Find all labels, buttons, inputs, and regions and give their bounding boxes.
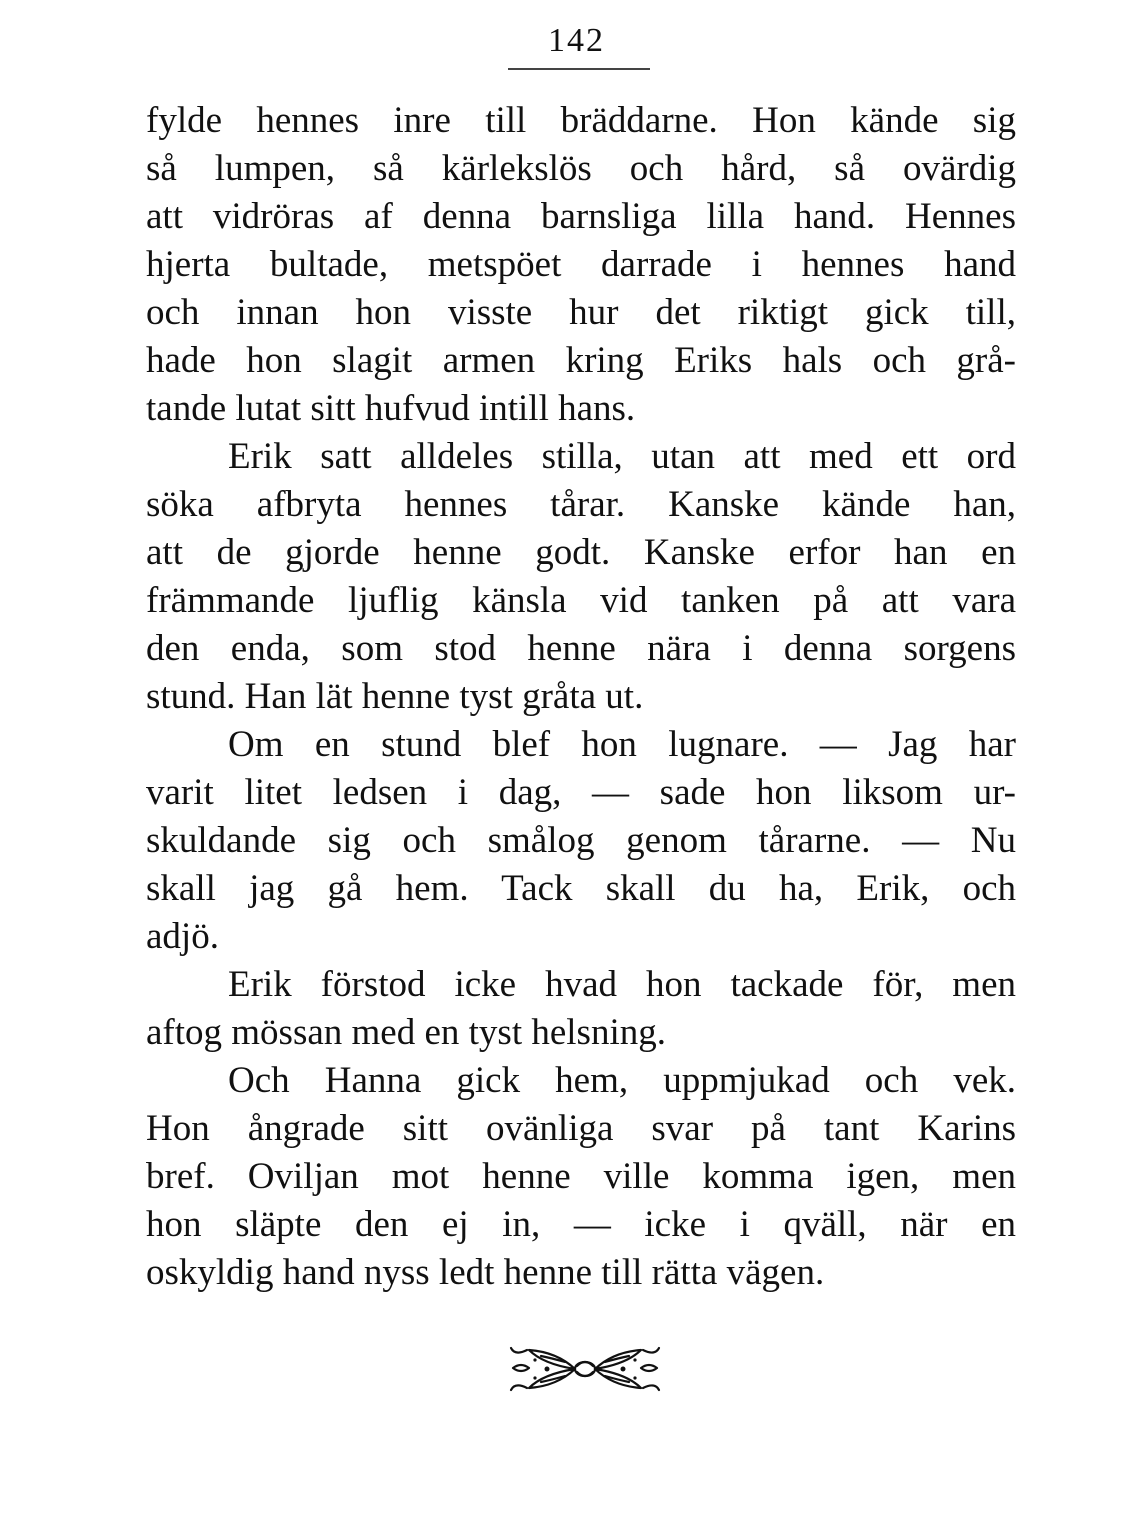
- text-line: så lumpen, så kärlekslös och hård, så ovärdig: [146, 148, 1016, 189]
- page-number: 142: [548, 22, 605, 59]
- text-line: och innan hon visste hur det riktigt gick till,: [146, 292, 1016, 333]
- text-line: adjö.: [146, 916, 219, 957]
- header-rule: [508, 68, 650, 70]
- text-line: söka afbryta hennes tårar. Kanske kände han,: [146, 484, 1016, 525]
- text-line: främmande ljuflig känsla vid tanken på att vara: [146, 580, 1016, 621]
- text-line: Och Hanna gick hem, uppmjukad och vek.: [228, 1060, 1016, 1101]
- text-line: den enda, som stod henne nära i denna sorgens: [146, 628, 1016, 669]
- text-line: att de gjorde henne godt. Kanske erfor han en: [146, 532, 1016, 573]
- text-line: stund. Han lät henne tyst gråta ut.: [146, 676, 644, 717]
- floral-vignette-icon: [507, 1338, 663, 1400]
- text-line: bref. Oviljan mot henne ville komma igen, men: [146, 1156, 1016, 1197]
- text-line: tande lutat sitt hufvud intill hans.: [146, 388, 636, 429]
- text-line: Erik satt alldeles stilla, utan att med ett ord: [228, 436, 1016, 477]
- text-line: skall jag gå hem. Tack skall du ha, Erik, och: [146, 868, 1016, 909]
- text-line: Hon ångrade sitt ovänliga svar på tant Karins: [146, 1108, 1016, 1149]
- body-text: [146, 97, 1016, 1297]
- text-line: att vidröras af denna barnsliga lilla hand. Hennes: [146, 196, 1016, 237]
- text-line: hade hon slagit armen kring Eriks hals och grå-: [146, 340, 1016, 381]
- text-line: oskyldig hand nyss ledt henne till rätta vägen.: [146, 1252, 825, 1293]
- text-line: hon släpte den ej in, — icke i qväll, när en: [146, 1204, 1016, 1245]
- text-line: Om en stund blef hon lugnare. — Jag har: [228, 724, 1016, 765]
- text-line: skuldande sig och smålog genom tårarne. — Nu: [146, 820, 1016, 861]
- text-line: hjerta bultade, metspöet darrade i hennes hand: [146, 244, 1016, 285]
- text-line: Erik förstod icke hvad hon tackade för, men: [228, 964, 1016, 1005]
- text-line: fylde hennes inre till bräddarne. Hon kände sig: [146, 100, 1016, 141]
- text-line: aftog mössan med en tyst helsning.: [146, 1012, 666, 1053]
- text-line: varit litet ledsen i dag, — sade hon liksom ur-: [146, 772, 1016, 813]
